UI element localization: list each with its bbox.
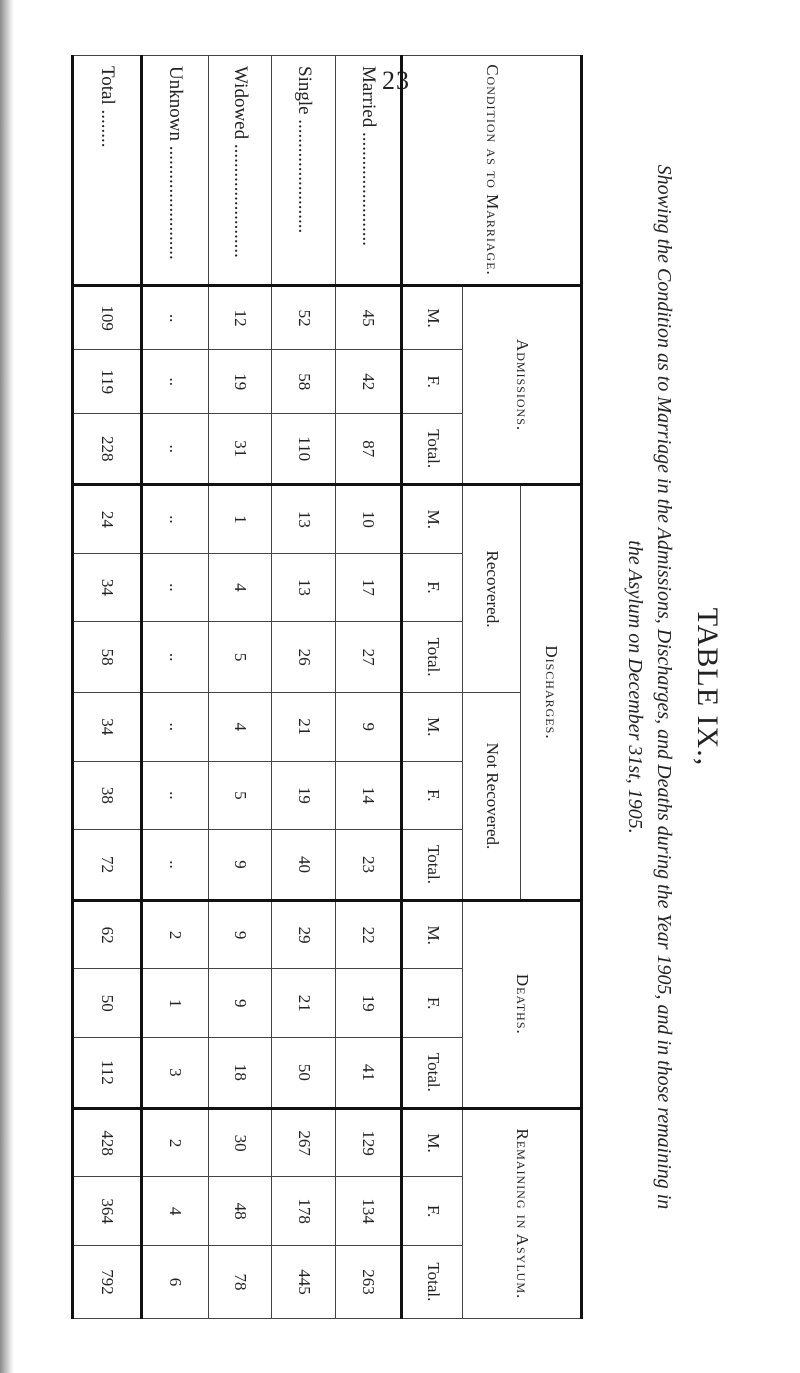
- cell: 1: [208, 484, 272, 553]
- cell: 58: [73, 621, 142, 692]
- cell: ..: [142, 413, 208, 484]
- table-row: [272, 55, 336, 1318]
- cell: ..: [142, 692, 208, 761]
- cell: 34: [73, 553, 142, 622]
- cell: 22: [335, 900, 401, 969]
- col-f: F.: [402, 349, 463, 413]
- cell: 134: [335, 1176, 401, 1245]
- cell: 19: [272, 761, 336, 830]
- cell: 6: [142, 1245, 208, 1318]
- cell: 263: [335, 1245, 401, 1318]
- cell: 31: [208, 413, 272, 484]
- cell: 38: [73, 761, 142, 830]
- cell: ..: [142, 349, 208, 413]
- col-f: F.: [402, 968, 463, 1037]
- rotated-table-page: [70, 55, 730, 1319]
- cell: 23: [335, 829, 401, 900]
- cell: 129: [335, 1108, 401, 1177]
- cell: 9: [208, 900, 272, 969]
- row-label: Widowed ........................: [208, 55, 272, 285]
- header-not-recovered: Not Recovered.: [463, 692, 521, 900]
- cell: 19: [335, 968, 401, 1037]
- col-f: F.: [402, 553, 463, 622]
- cell: 30: [208, 1108, 272, 1177]
- header-admissions: Admissions.: [463, 285, 582, 484]
- table-row: [142, 55, 208, 1318]
- col-total: Total.: [402, 1245, 463, 1318]
- cell: 72: [73, 829, 142, 900]
- cell: 45: [335, 285, 401, 349]
- cell: 78: [208, 1245, 272, 1318]
- cell: 21: [272, 692, 336, 761]
- cell: 9: [208, 829, 272, 900]
- col-m: M.: [402, 285, 463, 349]
- cell: 792: [73, 1245, 142, 1318]
- cell: 26: [272, 621, 336, 692]
- cell: ..: [142, 553, 208, 622]
- cell: 228: [73, 413, 142, 484]
- cell: 110: [272, 413, 336, 484]
- cell: 27: [335, 621, 401, 692]
- cell: 29: [272, 900, 336, 969]
- table-subtitle-line1: Showing the Condition as to Marriage in the Admissions, Discharges, and Deaths during the Year 1905, and in those remaining in: [653, 164, 675, 1209]
- table-row: [335, 55, 401, 1318]
- cell: 112: [73, 1037, 142, 1108]
- cell: 428: [73, 1108, 142, 1177]
- table-row: [208, 55, 272, 1318]
- cell: 4: [142, 1176, 208, 1245]
- header-recovered: Recovered.: [463, 484, 521, 692]
- cell: 12: [208, 285, 272, 349]
- row-label: Unknown ........................: [142, 55, 208, 285]
- row-label: Single ........................: [272, 55, 336, 285]
- total-row: [73, 55, 142, 1318]
- col-f: F.: [402, 761, 463, 830]
- cell: 17: [335, 553, 401, 622]
- table-title: TABLE IX.,: [691, 607, 724, 766]
- cell: 13: [272, 553, 336, 622]
- cell: 40: [272, 829, 336, 900]
- col-m: M.: [402, 1108, 463, 1177]
- col-total: Total.: [402, 829, 463, 900]
- cell: 18: [208, 1037, 272, 1108]
- cell: 2: [142, 900, 208, 969]
- cell: 58: [272, 349, 336, 413]
- cell: 4: [208, 553, 272, 622]
- page-number: 23: [382, 66, 410, 95]
- cell: 42: [335, 349, 401, 413]
- cell: 2: [142, 1108, 208, 1177]
- cell: ..: [142, 829, 208, 900]
- col-m: M.: [402, 484, 463, 553]
- col-total: Total.: [402, 621, 463, 692]
- cell: 34: [73, 692, 142, 761]
- cell: 52: [272, 285, 336, 349]
- cell: 21: [272, 968, 336, 1037]
- col-m: M.: [402, 692, 463, 761]
- marriage-condition-table: [71, 55, 583, 1319]
- cell: 1: [142, 968, 208, 1037]
- cell: 178: [272, 1176, 336, 1245]
- cell: 62: [73, 900, 142, 969]
- cell: 5: [208, 761, 272, 830]
- page-edge-shadow: [0, 0, 14, 1373]
- cell: 41: [335, 1037, 401, 1108]
- cell: 13: [272, 484, 336, 553]
- cell: 4: [208, 692, 272, 761]
- header-discharges: Discharges.: [521, 484, 582, 900]
- cell: 3: [142, 1037, 208, 1108]
- cell: 445: [272, 1245, 336, 1318]
- cell: 50: [272, 1037, 336, 1108]
- cell: 267: [272, 1108, 336, 1177]
- row-label: Married ........................: [335, 55, 401, 285]
- header-remaining: Remaining in Asylum.: [463, 1108, 582, 1318]
- cell: 119: [73, 349, 142, 413]
- header-deaths: Deaths.: [463, 900, 582, 1108]
- cell: ..: [142, 621, 208, 692]
- cell: 48: [208, 1176, 272, 1245]
- total-label: Total ........: [73, 55, 142, 285]
- cell: ..: [142, 285, 208, 349]
- header-condition: Condition as to Marriage.: [402, 55, 582, 285]
- cell: 14: [335, 761, 401, 830]
- col-m: M.: [402, 900, 463, 969]
- cell: ..: [142, 761, 208, 830]
- cell: 364: [73, 1176, 142, 1245]
- cell: 24: [73, 484, 142, 553]
- col-total: Total.: [402, 1037, 463, 1108]
- cell: 19: [208, 349, 272, 413]
- col-f: F.: [402, 1176, 463, 1245]
- cell: 109: [73, 285, 142, 349]
- cell: 50: [73, 968, 142, 1037]
- cell: 9: [208, 968, 272, 1037]
- table-subtitle-line2: the Asylum on December 31st, 1905.: [624, 539, 646, 834]
- cell: 87: [335, 413, 401, 484]
- cell: 5: [208, 621, 272, 692]
- col-total: Total.: [402, 413, 463, 484]
- cell: 9: [335, 692, 401, 761]
- cell: 10: [335, 484, 401, 553]
- cell: ..: [142, 484, 208, 553]
